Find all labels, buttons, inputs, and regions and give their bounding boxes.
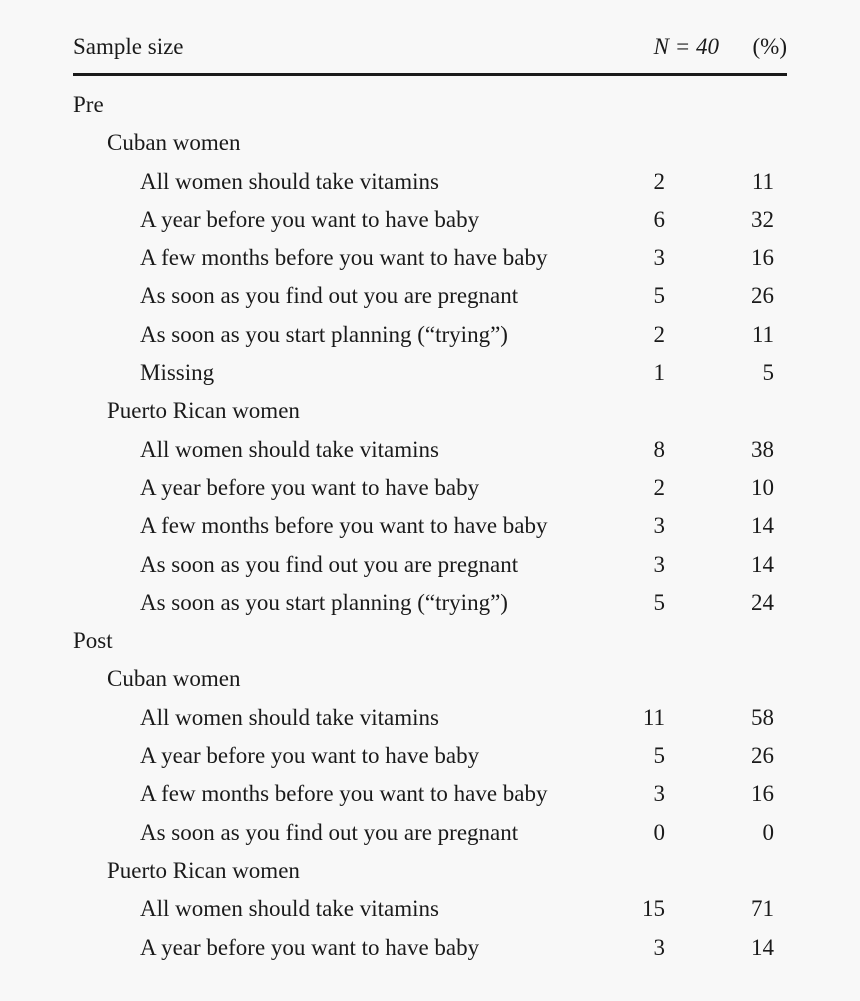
table-row: [73, 929, 787, 967]
row-n: 3: [653, 781, 665, 807]
row-label: As soon as you find out you are pregnant: [140, 819, 519, 845]
row-n: 3: [653, 245, 665, 271]
row-percent: 71: [751, 896, 774, 922]
row-label: Puerto Rican women: [107, 857, 300, 883]
row-n: 15: [642, 896, 665, 922]
table-row: [73, 737, 787, 775]
table-row: [73, 163, 787, 201]
table-row: [73, 354, 787, 392]
table-row: [73, 699, 787, 737]
row-label: Cuban women: [107, 130, 241, 156]
table-row: [73, 431, 787, 469]
row-label: A few months before you want to have baby: [140, 781, 548, 807]
table-row: [73, 775, 787, 813]
row-n: 5: [653, 283, 665, 309]
row-n: 11: [642, 704, 665, 730]
row-percent: 5: [762, 360, 774, 386]
row-percent: 58: [751, 704, 774, 730]
row-label: Pre: [73, 92, 104, 117]
row-label: As soon as you start planning (“trying”): [140, 589, 508, 615]
row-label: A year before you want to have baby: [140, 206, 480, 232]
row-percent: 11: [751, 321, 774, 347]
row-label: Post: [73, 628, 113, 654]
row-label: All women should take vitamins: [140, 704, 439, 730]
table-row: [73, 584, 787, 622]
row-percent: 38: [751, 436, 774, 462]
table-row: [73, 201, 787, 239]
row-n: 2: [653, 474, 665, 500]
row-n: 3: [653, 551, 665, 577]
row-n: 2: [653, 321, 665, 347]
table-header: [73, 30, 787, 68]
row-label: As soon as you find out you are pregnant: [140, 551, 519, 577]
row-label: Puerto Rican women: [107, 398, 300, 424]
row-label: All women should take vitamins: [140, 168, 439, 194]
row-label: A year before you want to have baby: [140, 743, 480, 769]
section-row: [73, 86, 787, 124]
table-row: [73, 507, 787, 545]
row-n: 6: [653, 206, 665, 232]
row-percent: 32: [751, 206, 774, 232]
row-label: A few months before you want to have baby: [140, 513, 548, 539]
row-label: All women should take vitamins: [140, 896, 439, 922]
section-row: [73, 622, 787, 660]
table-row: [73, 469, 787, 507]
row-label: A few months before you want to have baby: [140, 245, 548, 271]
group-row: [73, 852, 787, 890]
row-percent: 11: [751, 168, 774, 194]
row-label: Missing: [140, 360, 215, 386]
row-n: 5: [653, 589, 665, 615]
table-row: [73, 546, 787, 584]
row-percent: 16: [751, 781, 774, 807]
row-n: 5: [653, 743, 665, 769]
row-percent: 24: [751, 589, 774, 615]
group-row: [73, 660, 787, 698]
row-percent: 26: [751, 283, 774, 309]
row-label: A year before you want to have baby: [140, 474, 480, 500]
table-row: [73, 316, 787, 354]
row-percent: 14: [751, 513, 774, 539]
table-row: [73, 814, 787, 852]
header-sample-size: Sample size: [73, 34, 184, 59]
row-label: As soon as you find out you are pregnant: [140, 283, 519, 309]
table-row: [73, 277, 787, 315]
table-row: [73, 239, 787, 277]
row-label: A year before you want to have baby: [140, 934, 480, 960]
row-percent: 14: [751, 551, 774, 577]
row-n: 8: [653, 436, 665, 462]
row-label: All women should take vitamins: [140, 436, 439, 462]
row-n: 1: [653, 360, 665, 386]
group-row: [73, 124, 787, 162]
row-n: 2: [653, 168, 665, 194]
header-percent: (%): [752, 34, 787, 59]
row-n: 3: [653, 513, 665, 539]
header-n: N = 40: [653, 34, 719, 59]
row-percent: 26: [751, 743, 774, 769]
row-n: 3: [653, 934, 665, 960]
table-row: [73, 890, 787, 928]
row-percent: 16: [751, 245, 774, 271]
group-row: [73, 392, 787, 430]
row-n: 0: [653, 819, 665, 845]
row-percent: 10: [751, 474, 774, 500]
row-label: Cuban women: [107, 666, 241, 692]
table-body: [73, 86, 787, 967]
row-percent: 0: [762, 819, 774, 845]
header-rule: [73, 73, 787, 76]
row-label: As soon as you start planning (“trying”): [140, 321, 508, 347]
row-percent: 14: [751, 934, 774, 960]
